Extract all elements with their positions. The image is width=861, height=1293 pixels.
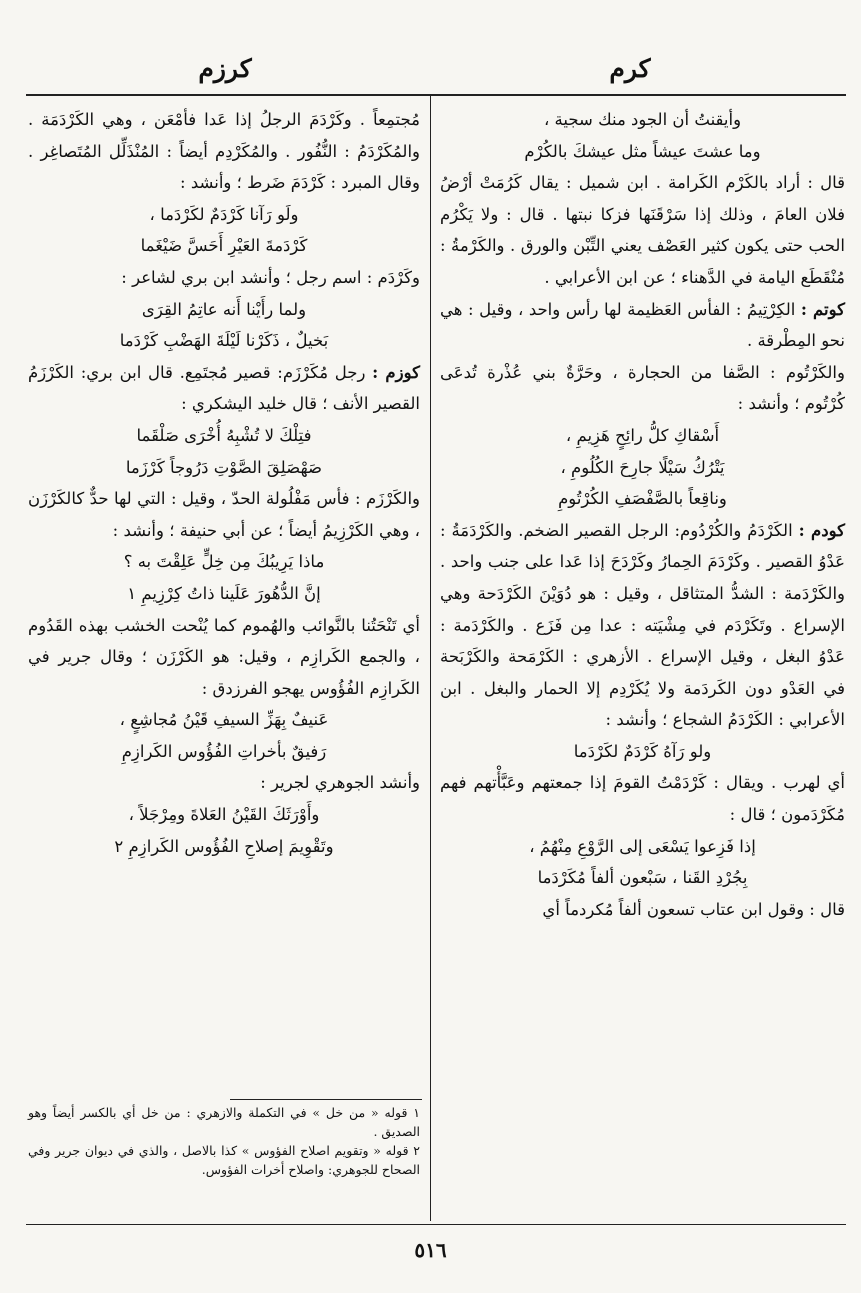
footnote-rule [230,1099,422,1100]
dictionary-entry [440,294,845,357]
paragraph: مُجتمِعاً . وكَرْدَمَ الرجلُ إذا عَدا فأمْعَن ، وهي الكَرْدَمَة . والمُكَرْدَمُ : النُّفُور . والمُكَرْدِم أيضاً : المُنْذَلِّل المُتَصاغِر . وقال المبرد : كَرْدَمَ ضَرط ؛ وأنشد : [28,110,420,193]
right-column [440,104,845,925]
paragraph: وكَرْدَم : اسم رجل ؛ وأنشد ابن بري لشاعر : [121,267,420,287]
footnote-2: ٢ قوله « وتقويم اصلاح الفؤوس » كذا بالاصل ، والذي في ديوان جرير وفي الصحاح للجوهري: واصلاح أخرات الفؤوس. [28,1143,420,1177]
verse-line: وما عشتَ عيشاً مثل عيشكَ بالكُرْم [524,141,761,161]
entry-text: الكَرْدَمُ والكُرْدُوم: الرجل القصير الضخم. والكَرْدَمَةُ : عَدْوُ القصير . وكَرْدَمَ الحِمارُ وكَرْدَحَ إذا عَدا على جنب واحد . والكَرْدَمة : الشدُّ المتثاقل ، وقيل : هو دُوَيْنَ الكَرْدَحة وهي الإسراع . وتَكَرْدَم في مِشْيَته : عدا مِن فَزَع . والكَرْدَمة : عَدْوُ البغل ، وقيل الإسراع . الأزهري : الكَرْمَحة والكَرْبَحة في العَدْو دون الكَردَمة ولا يُكَرْدِم إلا الحمار والبغل . ابن الأعرابي : الكَرْدَمُ الشجاع ؛ وأنشد : [440,520,845,730]
entry-headword: كودم : [798,520,846,540]
entry-headword: كوتم : [800,299,845,319]
verse-line: فتِلْكَ لا تُشْبِهُ أُخْرَى صَلْقَما [136,425,312,445]
page-number: ٥١٦ [414,1238,447,1262]
verse-line: كَرْدَمةَ العَيْرِ أَحَسَّ ضَيْغَما [140,236,308,256]
verse-line: ولما رأَيْنا أَنه عاتِمُ القِرَى [141,299,307,319]
column-divider [430,96,431,1221]
paragraph: قال : وقول ابن عتاب تسعون ألفاً مُكردماً أي [542,899,845,919]
entry-text: رجل مُكَرْزَم: قصير مُجتَمِع. قال ابن بري: الكَرْزَمُ القصير الأنف ؛ قال خليد اليشكري : [28,362,420,414]
dictionary-entry [440,515,845,736]
verse-line: إذا فَزِعوا يَسْعَى إلى الرَّوْعِ مِنْهُمُ ، [529,836,756,856]
paragraph: أي لهرب . ويقال : كَرْدَمْتُ القومَ إذا جمعتهم وعَبَّأْتهم فهم مُكَرْدَمون ؛ قال : [440,773,845,825]
verse-line: بِجُرْدِ القَنا ، سَبْعون ألفاً مُكَرْدَما [537,868,748,888]
paragraph: وأنشد الجوهري لجرير : [260,773,420,793]
verse-line: وتَقْوِيمَ إصلاحِ الفُؤُوس الكَرازِمِ ٢ [114,836,334,856]
entry-headword: كوزم : [372,362,420,382]
left-column-header: كرزم [198,54,252,83]
verse-line: رَفيقٌ بأخراتِ الفُؤُوس الكَرازِمِ [121,741,327,761]
paragraph: والكَرْزَم : فأس مَفْلُولة الحدّ ، وقيل : التي لها حدٌّ كالكَرْزَن ، وهي الكَرْزِيمُ أيضاً ؛ عن أبي حنيفة ؛ وأنشد : [28,489,420,540]
paragraph: أي تَنْحَتُنا بالنَّوائب والهُموم كما يُنْحت الخشب بهذه القَدُوم ، والجمع الكَرازِم ، وقيل: هو الكَرْزَن ؛ وقال جرير في الكَرازِم الفُؤُوس يهجو الفرزدق : [28,615,420,698]
verse-line: بَخيلٌ ، ذَكَرْنا لَيْلَةَ الهَضْبِ كَرْدَما [119,331,329,351]
verse-line: عَنيفٌ بِهَزِّ السيفِ قَيْنُ مُجاشِعٍ ، [119,710,329,730]
verse-line: يَتْرُكُ سَيْلًا جارِحَ الكُلُومِ ، [560,457,725,477]
top-rule [26,94,846,96]
entry-text: الكِرْتِيمُ : الفأس العَظيمة لها رأس واحد ، وقيل : هي نحو المِطْرقة . [440,299,845,351]
footnotes [28,1103,420,1179]
paragraph: قال : أراد بالكَرْم الكَرامة . ابن شميل : يقال كَرُمَتْ أرْضُ فلان العامَ ، وذلك إذا سَرْقَنَها فزكا نبتها . قال : ولا يَكْرُم الحب حتى يكون كثير العَصْف يعني التِّبْن والورق . والكَرْمةُ : مُنْقَطَع اليامة في الدَّهناء ؛ عن ابن الأعرابي . [440,173,845,287]
verse-line: صَهْصَلِقَ الصَّوْتِ دَرُوجاً كَرْزَما [125,457,323,477]
verse-line: وأَوْرَثَكَ القَيْنُ العَلاةَ ومِرْجَلاً ، [128,805,320,825]
left-column [28,104,420,862]
footnote-1: ١ قوله « من خل » في التكملة والازهري : من خل أي بالكسر أيضاً وهو الصديق . [28,1105,420,1139]
bottom-rule [26,1224,846,1225]
verse-line: أَسْقاكِ كلُّ رائِحٍ هَزِيمِ ، [565,425,720,445]
dictionary-entry [28,357,420,420]
verse-line: وأيقنتُ أن الجود منك سجية ، [543,110,742,129]
verse-line: إنَّ الدُّهُورَ عَلَينا ذاتُ كِرْزِيمِ ١ [127,583,321,603]
verse-line: ولو رَآهُ كَرْدَمٌ لكَرْدَما [573,741,712,761]
paragraph: والكَرْتُوم : الصَّفا من الحجارة ، وحَرَّةٌ بني عُذْرة تُدعَى كُرْتُوم ؛ وأنشد : [440,362,845,414]
verse-line: ولَو رَآنا كَرْدَمٌ لكَرْدَما ، [149,204,299,224]
right-column-header: كرم [609,54,651,83]
verse-line: وناقِعاً بالصَّفْصَفِ الكُرْتُومِ [558,489,727,509]
verse-line: ماذا يَرِيبُكَ مِن خِلٍّ عَلِقْتَ به ؟ [123,552,325,572]
